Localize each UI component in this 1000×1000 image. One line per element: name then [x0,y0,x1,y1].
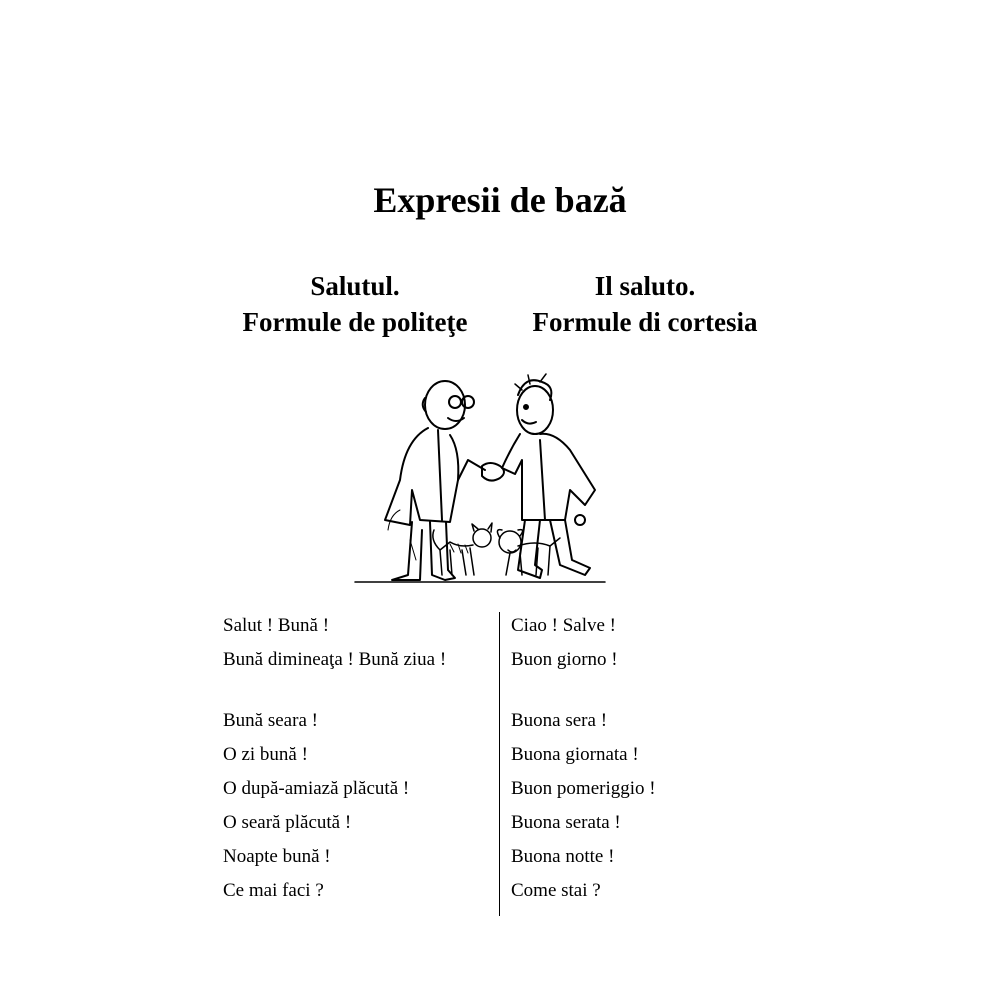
italian-section-heading [490,268,800,340]
romanian-phrase: O seară plăcută ! [223,812,352,833]
romanian-phrase: Salut ! Bună ! [223,615,330,636]
column-divider [499,612,500,916]
handshake [482,463,504,481]
italian-phrase: Buona notte ! [511,846,615,867]
italian-phrase: Come stai ? [511,880,601,901]
page-title: Expresii de bază [373,180,627,220]
romanian-phrase: Bună seara ! [223,710,318,731]
romanian-section-heading [200,268,510,340]
romanian-phrase-list [223,612,483,911]
romanian-heading-line1: Salutul. [310,271,400,301]
romanian-phrase: O după-amiază plăcută ! [223,778,410,799]
italian-heading-line1: Il saluto. [594,271,696,301]
italian-phrase: Ciao ! Salve ! [511,615,617,636]
handshake-illustration [350,370,620,590]
cat-figure [433,523,492,575]
italian-phrase: Buona serata ! [511,812,621,833]
romanian-phrase: Ce mai faci ? [223,880,324,901]
romanian-phrase: Noapte bună ! [223,846,331,867]
dog-figure [497,530,560,575]
right-man-figure [502,374,595,578]
italian-heading-line2: Formule di cortesia [532,307,758,337]
romanian-phrase: O zi bună ! [223,744,308,765]
romanian-phrase: Bună dimineaţa ! Bună ziua ! [223,649,447,670]
italian-phrase: Buon giorno ! [511,649,618,670]
italian-phrase: Buon pomeriggio ! [511,778,656,799]
italian-phrase: Buona giornata ! [511,744,639,765]
italian-phrase: Buona sera ! [511,710,608,731]
romanian-heading-line2: Formule de politeţe [242,307,468,337]
italian-phrase-list [511,612,771,911]
